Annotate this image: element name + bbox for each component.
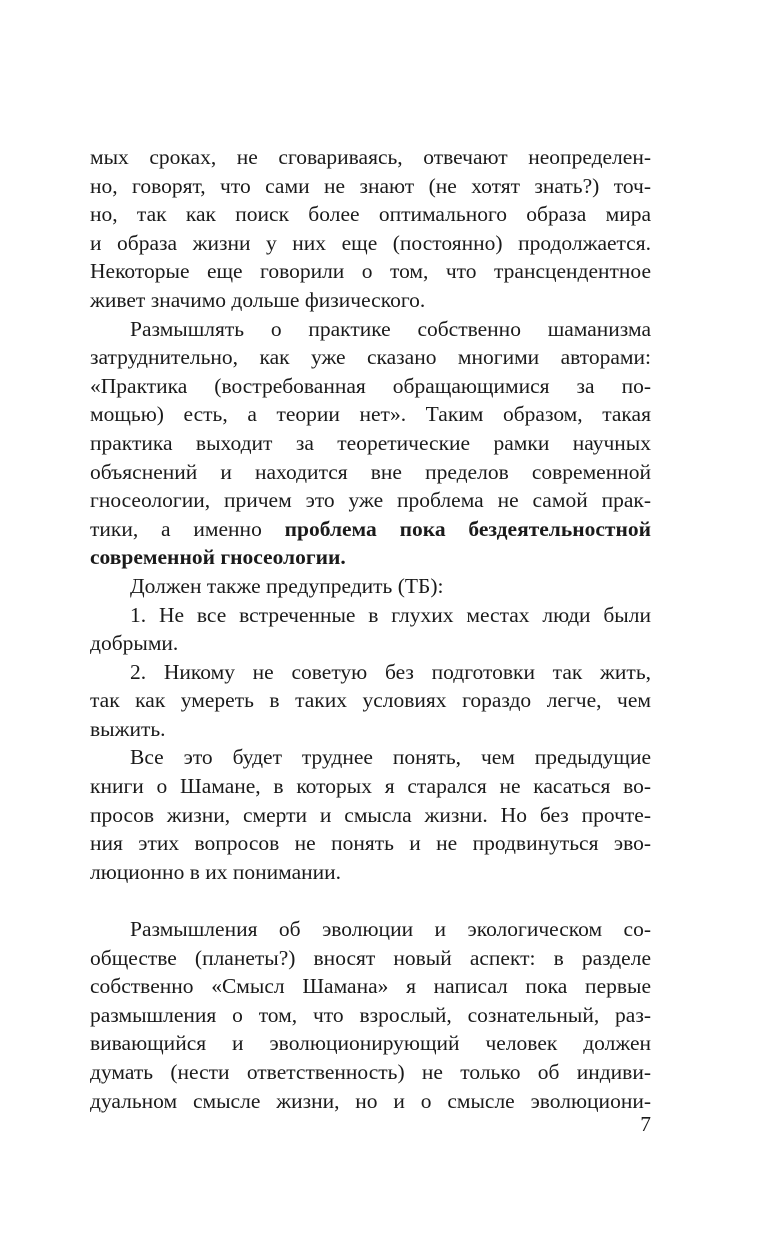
text-line [90,257,651,286]
text-line [90,772,651,801]
line-text: дуальном смысле жизни, но и о смысле эволюциони- [90,1088,651,1113]
text-line [90,801,651,830]
text-line [90,286,651,315]
line-text: мощью) есть, а теории нет». Таким образом, такая [90,402,651,427]
line-text: живет значимо дольше физического. [90,287,426,312]
text-line [90,601,651,630]
line-text: книги о Шамане, в которых я старался не касаться во- [90,774,651,799]
text-line [90,1087,651,1116]
paragraph-spacer [90,886,651,915]
text-line [90,343,651,372]
paragraph [90,743,651,886]
paragraph [90,601,651,658]
page-body-text [90,143,651,1115]
text-line [90,944,651,973]
line-text: и образа жизни у них еще (постоянно) продолжается. [90,230,651,255]
paragraph [90,658,651,744]
text-line [90,572,651,601]
line-text: «Практика (востребованная обращающимися за по- [90,373,651,398]
text-line [90,743,651,772]
text-line [90,172,651,201]
line-text: собственно «Смысл Шамана» я написал пока первые [90,974,651,999]
text-line [90,715,651,744]
line-text: но, говорят, что сами не знают (не хотят знать?) точ- [90,173,651,198]
text-line [90,143,651,172]
line-text: гносеологии, причем это уже проблема не самой прак- [90,488,651,513]
text-line [90,229,651,258]
text-line [90,429,651,458]
bold-emphasis-text: проблема пока бездеятельностной [284,516,651,541]
line-text: люционно в их понимании. [90,859,342,884]
line-text: ния этих вопросов не понять и не продвинуться эво- [90,831,651,856]
line-text: Размышления об эволюции и экологическом со- [130,917,651,942]
line-text: просов жизни, смерти и смысла жизни. Но без прочте- [90,802,651,827]
text-line [90,372,651,401]
text-line [90,315,651,344]
line-text: вивающийся и эволюционирующий человек должен [90,1031,651,1056]
text-line [90,972,651,1001]
line-text: Все это будет труднее понять, чем предыдущие [130,745,651,770]
line-text: Некоторые еще говорили о том, что трансцендентное [90,259,651,284]
text-line [90,400,651,429]
text-line [90,543,651,572]
line-text: так как умереть в таких условиях гораздо легче, чем [90,688,651,713]
paragraph [90,315,651,572]
paragraph [90,915,651,1115]
line-text: размышления о том, что взрослый, сознательный, раз- [90,1002,651,1027]
page-number: 7 [640,1112,651,1136]
text-line [90,486,651,515]
line-text: Должен также предупредить (ТБ): [130,573,444,598]
text-line [90,1001,651,1030]
paragraph [90,572,651,601]
line-text: думать (нести ответственность) не только об индиви- [90,1060,651,1084]
text-line [90,915,651,944]
line-text: обществе (планеты?) вносят новый аспект: в разделе [90,945,651,970]
line-text: выжить. [90,716,166,741]
line-text: 2. Никому не советую без подготовки так жить, [130,659,651,684]
line-text: тики, а именно [90,516,285,541]
text-line [90,458,651,487]
text-line [90,686,651,715]
text-line [90,1029,651,1058]
line-text: объяснений и находится вне пределов современной [90,459,651,484]
line-text: затруднительно, как уже сказано многими авторами: [90,345,651,370]
paragraph [90,143,651,315]
bold-emphasis-text: современной гносеологии. [90,545,346,570]
line-text: 1. Не все встреченные в глухих местах люди были [130,602,651,627]
line-text: мых сроках, не сговариваясь, отвечают неопределен- [90,145,651,169]
line-text: добрыми. [90,631,179,656]
text-line [90,515,651,544]
text-line [90,658,651,687]
line-text: но, так как поиск более оптимального образа мира [90,202,651,227]
text-line [90,200,651,229]
text-line [90,1058,651,1087]
line-text: Размышлять о практике собственно шаманизма [130,316,651,341]
line-text: практика выходит за теоретические рамки научных [90,430,651,455]
text-line [90,858,651,887]
text-line [90,629,651,658]
text-line [90,829,651,858]
